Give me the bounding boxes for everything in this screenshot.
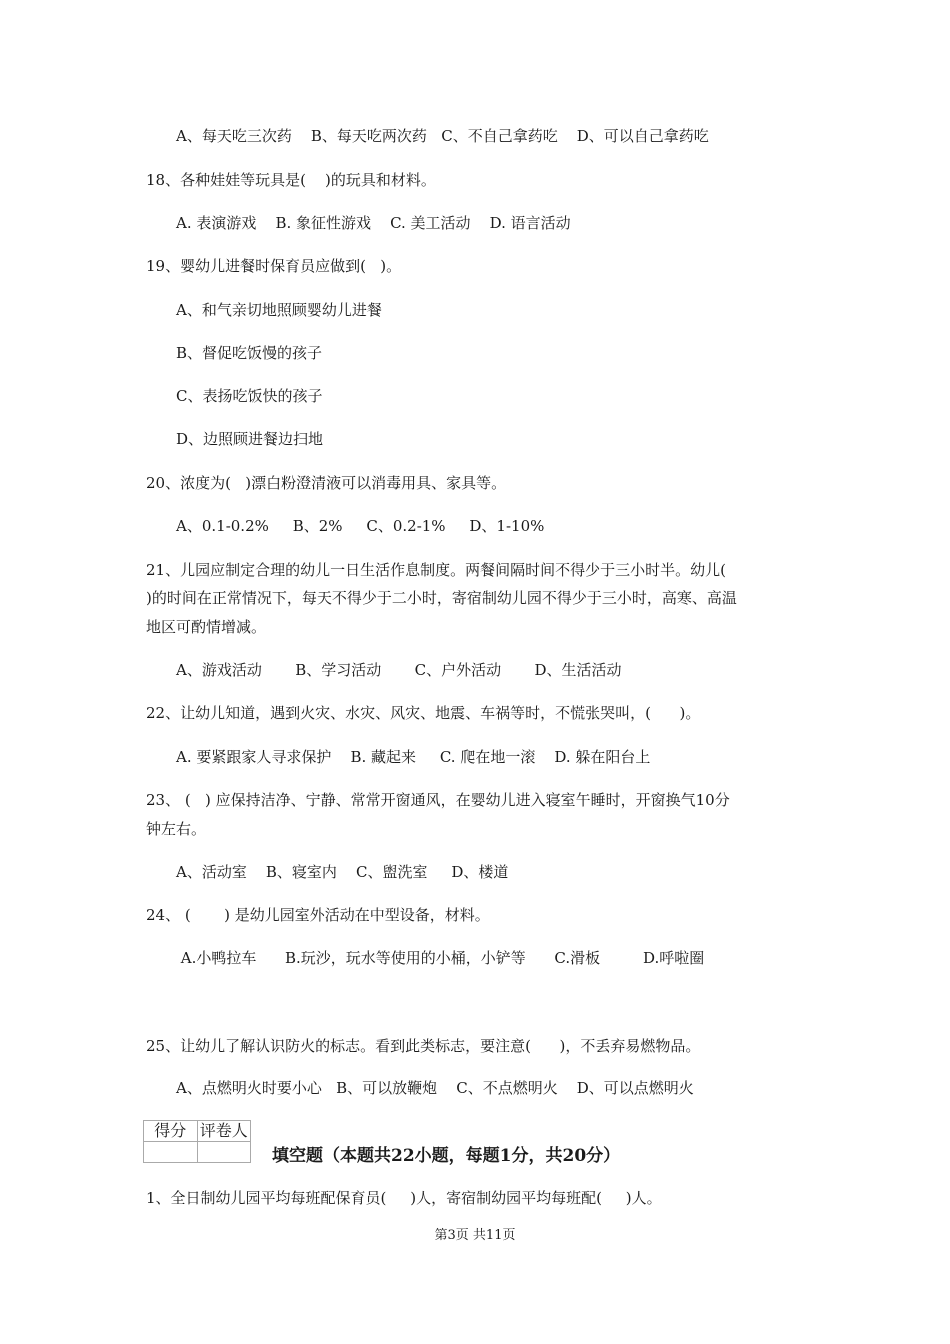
q23-options: A、活动室 B、寝室内 C、盥洗室 D、楼道: [176, 863, 509, 881]
q20-options: A、0.1-0.2% B、2% C、0.2-1% D、1-10%: [176, 517, 545, 535]
q19-option-d: D、边照顾进餐边扫地: [176, 430, 324, 448]
q19-option-c: C、表扬吃饭快的孩子: [176, 387, 323, 405]
q19-option-b: B、督促吃饭慢的孩子: [176, 344, 323, 362]
q21-question-line1: 21、儿园应制定合理的幼儿一日生活作息制度。两餐间隔时间不得少于三小时半。幼儿(: [146, 561, 726, 579]
q21-question-line2: )的时间在正常情况下，每天不得少于二小时，寄宿制幼儿园不得少于三小时，高寒、高温: [146, 589, 737, 607]
q24-options: A.小鸭拉车 B.玩沙，玩水等使用的小桶，小铲等 C.滑板 D.呼啦圈: [176, 949, 705, 967]
q22-question: 22、让幼儿知道，遇到火灾、水灾、风灾、地震、车祸等时，不慌张哭叫，( )。: [146, 704, 701, 722]
q19-question: 19、婴幼儿进餐时保育员应做到( )。: [146, 257, 402, 275]
page-footer: 第3页 共11页: [434, 1228, 516, 1243]
q23-question-line2: 钟左右。: [146, 820, 207, 838]
q22-options: A. 要紧跟家人寻求保护 B. 藏起来 C. 爬在地一滚 D. 躲在阳台上: [176, 748, 651, 766]
score-cell[interactable]: [144, 1142, 198, 1163]
q21-question-line3: 地区可酌情增减。: [146, 618, 267, 636]
grader-cell[interactable]: [197, 1142, 251, 1163]
q17-options: A、每天吃三次药 B、每天吃两次药 C、不自己拿药吃 D、可以自己拿药吃: [176, 127, 709, 145]
q24-question: 24、 ( ) 是幼儿园室外活动在中型设备，材料。: [146, 906, 490, 924]
q25-options: A、点燃明火时要小心 B、可以放鞭炮 C、不点燃明火 D、可以点燃明火: [176, 1079, 694, 1097]
q18-question: 18、各种娃娃等玩具是( )的玩具和材料。: [146, 171, 436, 189]
q21-options: A、游戏活动 B、学习活动 C、户外活动 D、生活活动: [176, 661, 622, 679]
q20-question: 20、浓度为( )漂白粉澄清液可以消毒用具、家具等。: [146, 474, 507, 492]
grader-label: 评卷人: [197, 1121, 251, 1142]
q23-question-line1: 23、 ( ) 应保持洁净、宁静、常常开窗通风，在婴幼儿进入寝室午睡时，开窗换气10分: [146, 791, 730, 809]
score-box: [143, 1120, 251, 1163]
section-title: 填空题（本题共22小题，每题1分，共20分）: [272, 1146, 621, 1166]
q18-options: A. 表演游戏 B. 象征性游戏 C. 美工活动 D. 语言活动: [176, 214, 571, 232]
score-label: 得分: [144, 1121, 198, 1142]
fill-q1-question: 1、全日制幼儿园平均每班配保育员( )人，寄宿制幼园平均每班配( )人。: [146, 1189, 662, 1207]
q25-question: 25、让幼儿了解认识防火的标志。看到此类标志，要注意( )，不丢弃易燃物品。: [146, 1037, 701, 1055]
q19-option-a: A、和气亲切地照顾婴幼儿进餐: [176, 301, 382, 319]
